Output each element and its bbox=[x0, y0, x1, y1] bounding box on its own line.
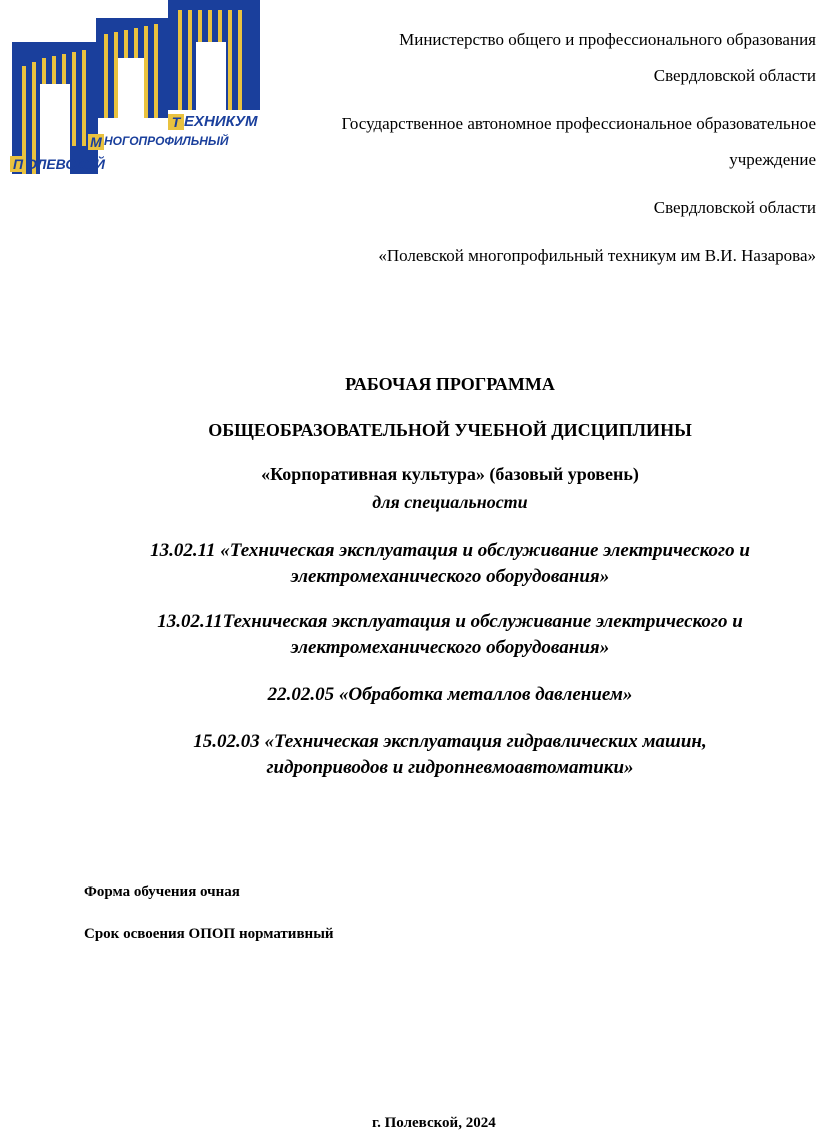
college-logo bbox=[0, 0, 270, 180]
specialty-4-line1: 15.02.03 «Техническая эксплуатация гидравлических машин, bbox=[193, 731, 707, 752]
specialty-2-line2: электромеханического оборудования» bbox=[290, 637, 610, 658]
logo-letter-m: М bbox=[88, 134, 104, 150]
logo-graphic bbox=[0, 0, 270, 180]
specialty-2-line1: 13.02.11Техническая эксплуатация и обслуживание электрического и bbox=[157, 611, 743, 632]
header-college-name: «Полевской многопрофильный техникум им В.И. Назарова» bbox=[378, 246, 816, 265]
header-institution-type: Государственное автономное профессиональное образовательное bbox=[341, 114, 816, 133]
city-year: г. Полевской, 2024 bbox=[372, 1115, 496, 1131]
doc-discipline-type: ОБЩЕОБРАЗОВАТЕЛЬНОЙ УЧЕБНОЙ ДИСЦИПЛИНЫ bbox=[208, 420, 692, 440]
specialty-1-line1: 13.02.11 «Техническая эксплуатация и обслуживание электрического и bbox=[150, 540, 750, 561]
logo-letter-t: Т bbox=[168, 114, 184, 130]
organization-header bbox=[276, 22, 816, 274]
specialty-4-line2: гидроприводов и гидропневмоавтоматики» bbox=[266, 757, 634, 778]
specialty-1-line2: электромеханического оборудования» bbox=[290, 566, 610, 587]
header-ministry: Министерство общего и профессионального образования bbox=[399, 30, 816, 49]
doc-discipline-name: «Корпоративная культура» (базовый уровень) bbox=[261, 464, 639, 484]
logo-word-mnogoprofilny: НОГОПРОФИЛЬНЫЙ bbox=[104, 134, 229, 148]
header-institution-type-cont: учреждение bbox=[729, 150, 816, 169]
header-region: Свердловской области bbox=[653, 66, 816, 85]
study-form: Форма обучения очная bbox=[84, 884, 240, 900]
logo-word-tekhnikum: ЕХНИКУМ bbox=[184, 113, 258, 130]
study-term: Срок освоения ОПОП нормативный bbox=[84, 926, 334, 942]
header-region-2: Свердловской области bbox=[653, 198, 816, 217]
doc-title: РАБОЧАЯ ПРОГРАММА bbox=[345, 374, 555, 394]
logo-word-polevskoy: ОЛЕВСКОЙ bbox=[26, 156, 105, 172]
specialty-3: 22.02.05 «Обработка металлов давлением» bbox=[267, 684, 633, 705]
doc-for-specialty: для специальности bbox=[372, 492, 528, 512]
logo-letter-p: П bbox=[10, 156, 26, 172]
